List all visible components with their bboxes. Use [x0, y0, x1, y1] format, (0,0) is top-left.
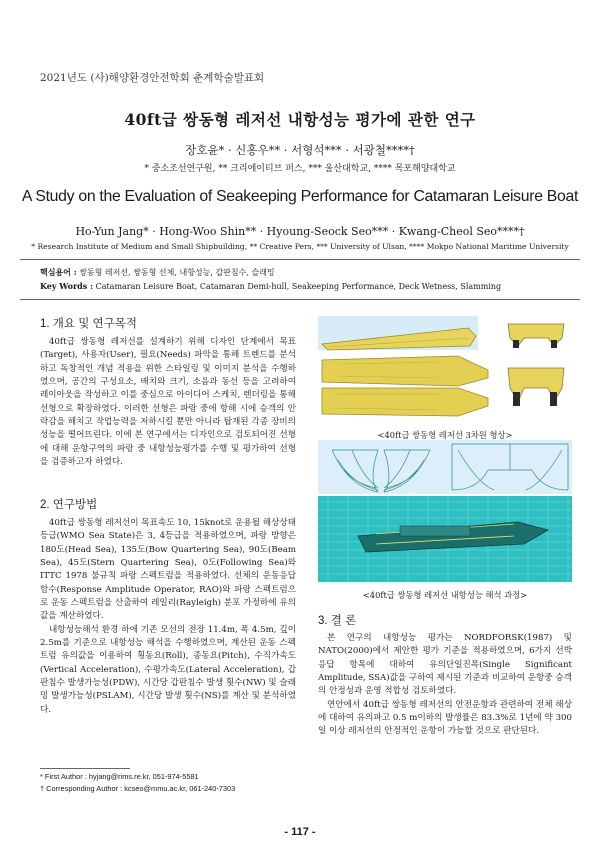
keywords-korean-text: 쌍동형 레저선, 쌍동형 선체, 내항성능, 갑판침수, 슬래밍 [79, 268, 275, 277]
section-3 [318, 612, 572, 739]
authors-korean: 장호윤* · 신홍우** · 서형석*** · 서광철****† [185, 143, 415, 157]
keywords-english-label: Key Words : [40, 281, 94, 291]
paper-title-english: A Study on the Evaluation of Seakeeping Performance for Catamaran Leisure Boat [21, 188, 579, 205]
section-3-para-2: 연안에서 40ft급 쌍동형 레저선의 안전운항과 관련하여 전체 해상에 대하여 유의파고 0.5 m이하의 발생률은 83.3%로 1년에 약 300일 이상 레저선의 안정적인 운항이 가능할 것으로 판단된다. [318, 699, 572, 737]
authors-english: Ho-Yun Jang* · Hong-Woo Shin** · Hyoung-Seock Seo*** · Kwang-Cheol Seo****† [75, 225, 525, 238]
footnote-corresponding-author: † Corresponding Author : kcseo@mmu.ac.kr, 061-240-7303 [40, 784, 236, 793]
footnote-divider [40, 768, 130, 769]
section-2-heading: 2. 연구방법 [40, 499, 98, 511]
figure-hull-3d [318, 316, 572, 441]
section-1-heading: 1. 개요 및 연구목적 [40, 318, 137, 330]
figure-hull-3d-caption: <40ft급 쌍동형 레저선 3차원 형상> [377, 430, 513, 440]
divider-top [20, 259, 580, 260]
section-1-text: 40ft급 쌍동형 레저선를 설계하기 위해 디자인 단계에서 목표(Target), 사용자(User), 필요(Needs) 파악을 통해 트렌드를 분석하고 독창적인 개념 적용을 위한 스타일링 및 이미지 분석을 수행하였으며, 공간의 구성요소, 배치와 크기, 소음과 동선 등을 고려하여 레이아웃을 작성하고 이를 중심으로 아이디어 스케치, 렌더링을 통해 선형으로 확장하였다. 이러한 선형은 파랑 중에 항해 시에 승객의 안락감을 해치고 작업능력을 저하시킬 뿐만 아니라 탑재된 각종 장비의 성능을 떨어뜨린다. 이에 본 연구에서는 디자인으로 검토되어진 선형에 대해 운항구역의 파랑 중 내항성능평가를 수행 및 평가하여 선형을 검증하고자 하였다. [40, 337, 296, 468]
figure-seakeeping-caption: <40ft급 쌍동형 레저선 내항성능 해석 과정> [362, 590, 528, 600]
footnote-first-author: * First Author : hyjang@rims.re.kr, 051-974-5581 [40, 772, 199, 781]
paper-title-korean: 40ft급 쌍동형 레저선 내항성능 평가에 관한 연구 [124, 110, 476, 129]
seakeeping-analysis-image [318, 440, 572, 582]
section-3-heading: 3. 결 론 [318, 615, 357, 627]
keywords-korean-label: 핵심용어 : [40, 267, 77, 277]
hull-3d-render-image [318, 316, 572, 422]
figure-seakeeping-analysis [318, 440, 572, 601]
affiliations-korean: * 중소조선연구원, ** 크리에이티브 퍼스, *** 울산대학교, **** 목포해양대학교 [144, 164, 456, 174]
section-1 [40, 315, 296, 469]
conference-header: 2021년도 (사)해양환경안전학회 춘계학술발표회 [40, 72, 265, 84]
affiliations-english: * Research Institute of Medium and Small Shipbuilding, ** Creative Pers, *** University of Ulsan, **** Mokpo National Maritime University [31, 242, 569, 251]
section-2-para-2: 내항성능해석 환경 하에 기존 모선의 전장 11.4m, 폭 4.5m, 깊이 2.5m를 기준으로 내항성능 해석을 수행하였으며, 계산된 운동 스펙트럼 유의값을 이용하여 횡동요(Roll), 종동요(Pitch), 수직가속도(Vertical Acceleration), 수평가속도(Lateral Acceleration), 갑판침수 발생가능성(PDW), 시간당 갑판침수 발생 횟수(NW) 및 슬래밍 발생가능성(PSLAM), 시간당 발생 횟수(NS)를 계산 및 분석하였다. [40, 624, 296, 715]
divider-bottom [20, 299, 580, 300]
keywords-korean [40, 267, 580, 278]
section-2-para-1: 40ft급 쌍동형 레저선이 목표속도 10, 15knot로 운용될 해상상태 등급(WMO Sea State)은 3, 4등급을 적용하였으며, 파랑 방향은 180도(Head Sea), 135도(Bow Quartering Sea), 90도(Beam Sea), 45도(Stern Quartering Sea), 0도(Following Sea)와 ITTC 1978 불규칙 파랑 스펙트럼을 적용하였다. 선체의 운동응답함수(Response Amplitude Operator, RAO)와 파랑 스펙트럼으로 운동 스펙트럼을 산출하여 레일리(Rayleigh) 분포 가정하에 유의값을 계산하였다. [40, 518, 296, 622]
page-number: - 117 - [284, 826, 316, 838]
section-2 [40, 496, 296, 717]
keywords-english-text: Catamaran Leisure Boat, Catamaran Demi-hull, Seakeeping Performance, Deck Wetness, Slamming [95, 282, 502, 291]
keywords-english [40, 281, 580, 291]
section-3-para-1: 본 연구의 내항성능 평가는 NORDFORSK(1987) 및 NATO(2000)에서 제안한 평가 기준을 적용하였으며, 6가지 선박 응답 항목에 대하여 유의단일진폭(Single Significant Amplitude, SSA)값을 구하여 제시된 기준과 비교하여 운항중 승객의 안정성과 운영 적합성 검토하였다. [318, 633, 572, 697]
